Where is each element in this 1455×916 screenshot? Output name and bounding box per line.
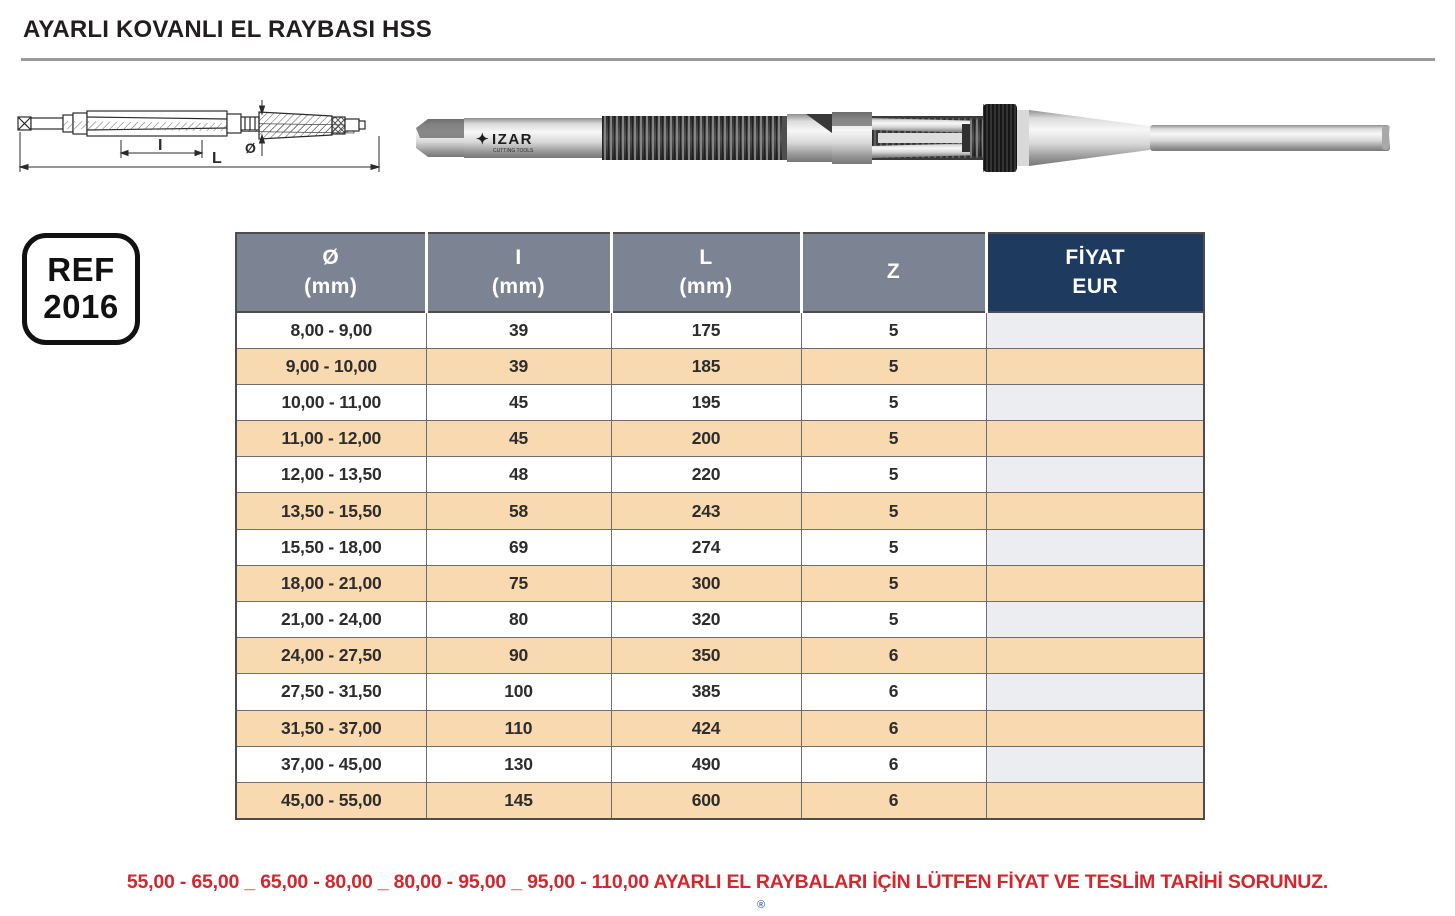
- price-cell: [986, 421, 1204, 457]
- diameter-range-cell: 13,50 - 15,50: [236, 493, 426, 529]
- blade-length-cell: 39: [426, 348, 611, 384]
- flute-count-cell: 6: [801, 710, 986, 746]
- total-length-cell: 200: [611, 421, 801, 457]
- price-cell: [986, 746, 1204, 782]
- blade-length-cell: 45: [426, 421, 611, 457]
- blade-length-cell: 100: [426, 674, 611, 710]
- table-row: [236, 674, 1204, 710]
- flute-count-cell: 5: [801, 529, 986, 565]
- diameter-range-cell: 8,00 - 9,00: [236, 312, 426, 348]
- header-line: L: [699, 246, 713, 270]
- price-cell: [986, 782, 1204, 818]
- brand-logo-text: IZAR: [492, 131, 533, 148]
- price-cell: [986, 710, 1204, 746]
- total-length-cell: 274: [611, 529, 801, 565]
- flute-count-cell: 6: [801, 746, 986, 782]
- total-length-cell: 300: [611, 565, 801, 601]
- blade-length-cell: 69: [426, 529, 611, 565]
- blade-length-cell: 58: [426, 493, 611, 529]
- diameter-range-cell: 9,00 - 10,00: [236, 348, 426, 384]
- price-cell: [986, 565, 1204, 601]
- price-cell: [986, 602, 1204, 638]
- total-length-cell: 320: [611, 602, 801, 638]
- shank: [31, 118, 63, 129]
- table-row: [236, 746, 1204, 782]
- total-length-cell: 175: [611, 312, 801, 348]
- ref-label: REF: [47, 251, 115, 289]
- ref-code: 2016: [43, 288, 119, 325]
- total-length-cell: 600: [611, 782, 801, 818]
- total-length-cell: 243: [611, 493, 801, 529]
- total-length-cell: 385: [611, 674, 801, 710]
- blade-length-cell: 45: [426, 384, 611, 420]
- title-divider: [21, 58, 1435, 61]
- flute-count-cell: 5: [801, 602, 986, 638]
- blade-length-cell: 80: [426, 602, 611, 638]
- taper-sleeve: [259, 112, 332, 139]
- diameter-range-cell: 21,00 - 24,00: [236, 602, 426, 638]
- diameter-range-cell: 37,00 - 45,00: [236, 746, 426, 782]
- col-header-price: [986, 233, 1204, 312]
- price-cell: [986, 674, 1204, 710]
- technical-drawing: [14, 90, 396, 198]
- table-row: [236, 348, 1204, 384]
- blade-length-cell: 75: [426, 565, 611, 601]
- col-header-total-length: [611, 233, 801, 312]
- header-line: Ø: [322, 246, 340, 270]
- flute-count-cell: 5: [801, 312, 986, 348]
- brand-sub-text: CUTTING TOOLS: [493, 148, 534, 154]
- footer-note: 55,00 - 65,00 _ 65,00 - 80,00 _ 80,00 - 95,00 _ 95,00 - 110,00 AYARLI EL RAYBALARI İÇİN LÜTFEN FİYAT VE TESLİM TARİHİ SORUNUZ.: [126, 871, 1329, 893]
- knurl: [332, 117, 345, 134]
- diameter-range-cell: 11,00 - 12,00: [236, 421, 426, 457]
- flute-count-cell: 6: [801, 674, 986, 710]
- table-row: [236, 782, 1204, 818]
- col-header-flutes: [801, 233, 986, 312]
- product-photo: [410, 88, 1443, 192]
- table-row: [236, 493, 1204, 529]
- diameter-range-cell: 45,00 - 55,00: [236, 782, 426, 818]
- header-line: (mm): [304, 274, 358, 298]
- flute-count-cell: 5: [801, 421, 986, 457]
- header-line: (mm): [679, 274, 733, 298]
- diameter-range-cell: 18,00 - 21,00: [236, 565, 426, 601]
- spec-table: [235, 232, 1205, 820]
- diameter-range-cell: 10,00 - 11,00: [236, 384, 426, 420]
- total-length-cell: 424: [611, 710, 801, 746]
- table-row: [236, 565, 1204, 601]
- reamer-outline-group: [18, 111, 365, 139]
- page-title: AYARLI KOVANLI EL RAYBASI HSS: [23, 16, 433, 43]
- table-row: [236, 457, 1204, 493]
- table-row: [236, 710, 1204, 746]
- price-cell: [986, 384, 1204, 420]
- price-cell: [986, 348, 1204, 384]
- header-line: FİYAT: [1065, 246, 1126, 270]
- table-row: [236, 421, 1204, 457]
- price-cell: [986, 529, 1204, 565]
- total-length-cell: 490: [611, 746, 801, 782]
- diameter-range-cell: 24,00 - 27,50: [236, 638, 426, 674]
- dim-label-diameter: Ø: [245, 140, 256, 156]
- photo-taper-cone: [1029, 110, 1150, 166]
- total-length-cell: 185: [611, 348, 801, 384]
- header-line: I: [515, 246, 522, 270]
- blade-length-cell: 90: [426, 638, 611, 674]
- flute-count-cell: 5: [801, 493, 986, 529]
- flute-count-cell: 5: [801, 457, 986, 493]
- table-row: [236, 602, 1204, 638]
- table-row: [236, 384, 1204, 420]
- flute-count-cell: 5: [801, 384, 986, 420]
- diameter-range-cell: 12,00 - 13,50: [236, 457, 426, 493]
- price-cell: [986, 493, 1204, 529]
- total-length-cell: 195: [611, 384, 801, 420]
- table-header-row: [236, 233, 1204, 312]
- total-length-cell: 220: [611, 457, 801, 493]
- blade-length-cell: 48: [426, 457, 611, 493]
- col-header-blade-length: [426, 233, 611, 312]
- diameter-range-cell: 31,50 - 37,00: [236, 710, 426, 746]
- flute-count-cell: 6: [801, 638, 986, 674]
- price-cell: [986, 457, 1204, 493]
- blade-length-cell: 110: [426, 710, 611, 746]
- price-cell: [986, 638, 1204, 674]
- flute-count-cell: 6: [801, 782, 986, 818]
- diameter-range-cell: 15,50 - 18,00: [236, 529, 426, 565]
- header-line: Z: [886, 260, 901, 284]
- flute-count-cell: 5: [801, 565, 986, 601]
- table-row: [236, 312, 1204, 348]
- table-row: [236, 638, 1204, 674]
- registered-trademark-icon: ®: [757, 899, 766, 911]
- header-line: (mm): [491, 274, 546, 298]
- photo-pilot-shaft: [1150, 125, 1390, 151]
- table-row: [236, 529, 1204, 565]
- price-cell: [986, 312, 1204, 348]
- blade-length-cell: 145: [426, 782, 611, 818]
- col-header-diameter: [236, 233, 426, 312]
- ref-badge: [22, 233, 140, 345]
- flute-count-cell: 5: [801, 348, 986, 384]
- blade-length-cell: 39: [426, 312, 611, 348]
- total-length-cell: 350: [611, 638, 801, 674]
- diameter-range-cell: 27,50 - 31,50: [236, 674, 426, 710]
- dim-label-i: I: [158, 137, 163, 154]
- header-line: EUR: [1072, 274, 1119, 298]
- brand-star-icon: ✦: [476, 131, 489, 148]
- blade-length-cell: 130: [426, 746, 611, 782]
- dim-label-l: L: [212, 150, 222, 167]
